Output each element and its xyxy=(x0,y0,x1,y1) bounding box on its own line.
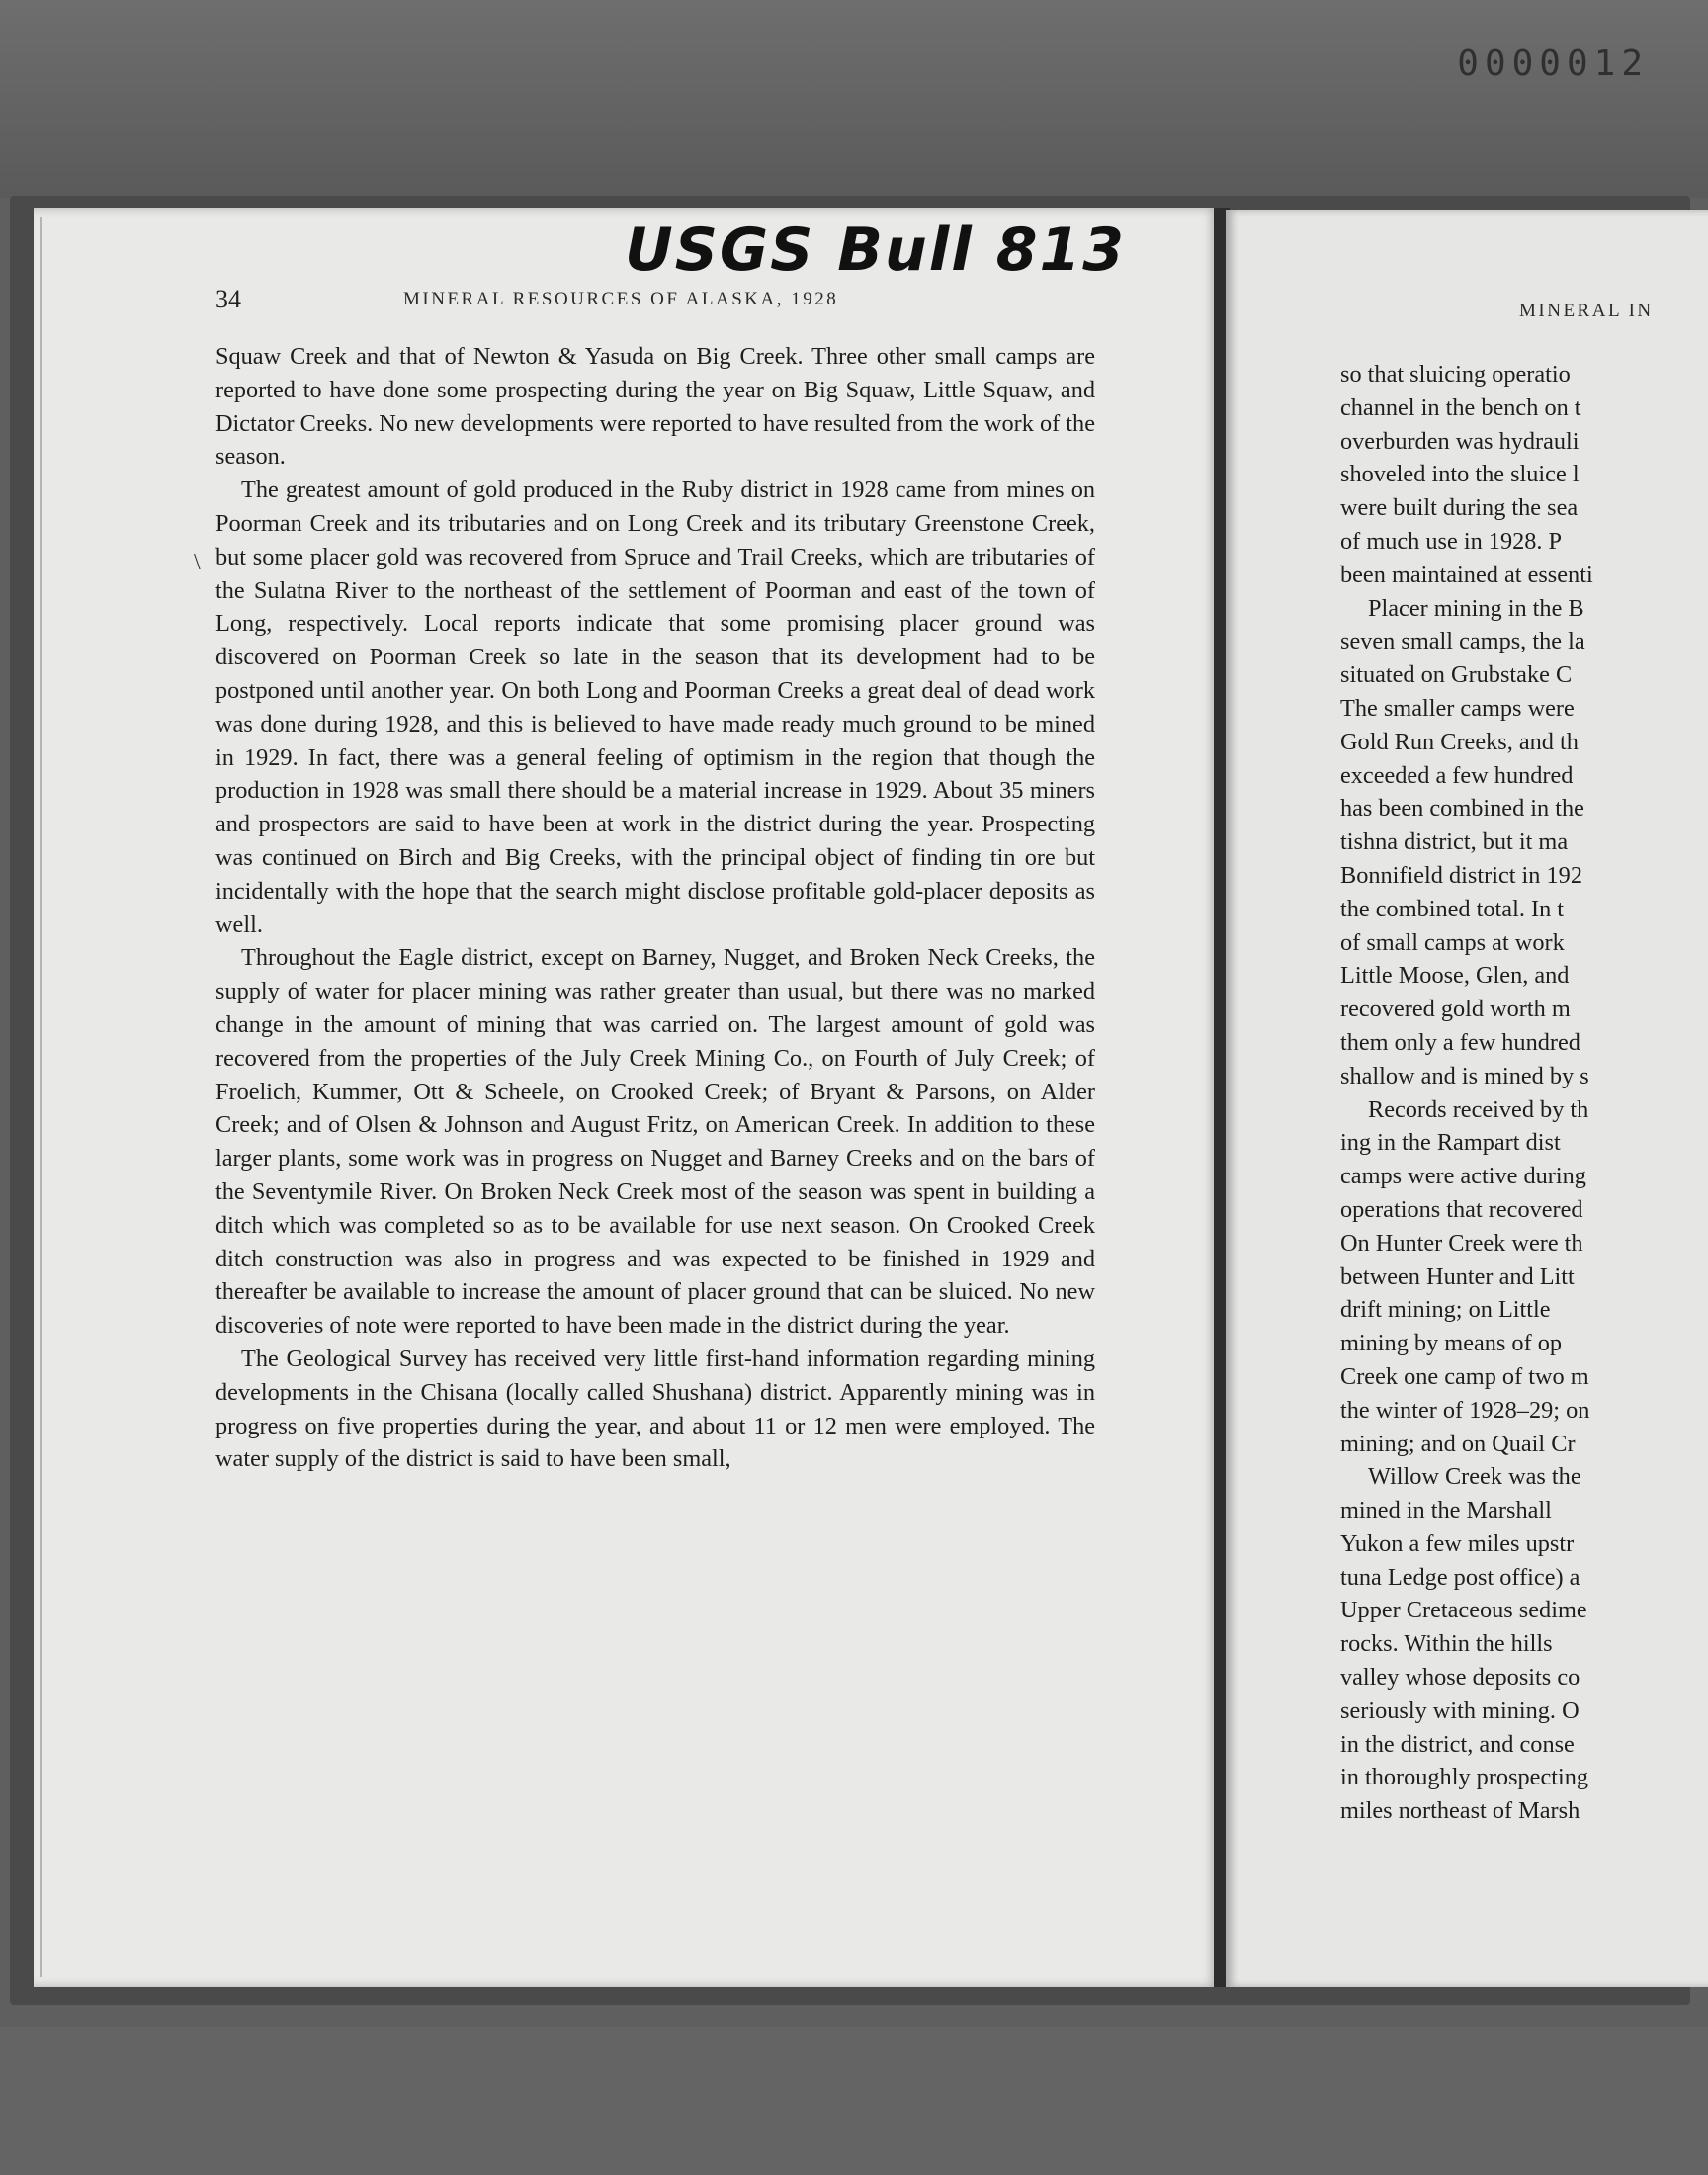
scan-background-bottom xyxy=(0,2027,1708,2175)
left-page-body xyxy=(215,340,1095,1476)
text-line: the winter of 1928–29; on xyxy=(1340,1396,1590,1424)
text-line: been maintained at essenti xyxy=(1340,561,1593,588)
text-line: were built during the sea xyxy=(1340,494,1579,522)
text-line: The smaller camps were xyxy=(1340,694,1575,722)
text-line: mined in the Marshall xyxy=(1340,1497,1552,1524)
text-line: in thoroughly prospecting xyxy=(1340,1764,1589,1791)
running-head: MINERAL RESOURCES OF ALASKA, 1928 xyxy=(403,289,839,309)
text-line: of much use in 1928. P xyxy=(1340,527,1563,555)
text-line: drift mining; on Little xyxy=(1340,1296,1551,1324)
text-line: Yukon a few miles upstr xyxy=(1340,1529,1575,1557)
text-line: the combined total. In t xyxy=(1340,895,1565,922)
text-line: channel in the bench on t xyxy=(1340,393,1581,421)
text-line: Records received by th xyxy=(1368,1095,1589,1123)
page-edge xyxy=(40,218,42,1977)
text-line: mining; and on Quail Cr xyxy=(1340,1430,1576,1457)
margin-mark: \ xyxy=(194,550,201,575)
text-line: of small camps at work xyxy=(1340,928,1565,956)
text-line: them only a few hundred xyxy=(1340,1028,1580,1056)
text-line: Little Moose, Glen, and xyxy=(1340,962,1570,990)
text-line: camps were active during xyxy=(1340,1163,1586,1190)
paragraph: Throughout the Eagle district, except on Barney, Nugget, and Broken Neck Creeks, the supply of water for placer mining was rather greater than usual, but there was no marked change in the amount of mining that was carried on. The largest amount of gold was recovered from the properties of the July Creek Mining Co., on Fourth of July Creek; of Froelich, Kummer, Ott & Scheele, on Crooked Creek; of Bryant & Parsons, on Alder Creek; and of Olsen & Johnson and August Fritz, on American Creek. In addition to these larger plants, some work was in progress on Nugget and Barney Creeks and on the bars of the Seventymile River. On Broken Neck Creek most of the season was spent in building a ditch which was completed so as to be available for use next season. On Crooked Creek ditch construction was also in progress and was expected to be finished in 1929 and thereafter be available to increase the amount of placer ground that can be sluiced. No new discoveries of note were reported to have been made in the district during the year. xyxy=(215,944,1095,1340)
paragraph: The Geological Survey has received very little first-hand information regarding mining developments in the Chisana (locally called Shushana) district. Apparently mining was in progress on five properties during the year, and about 11 or 12 men were employed. The water supply of the district is said to have been small, xyxy=(215,1345,1095,1473)
right-page-running-head: MINERAL IN xyxy=(1519,301,1654,321)
text-line: Gold Run Creeks, and th xyxy=(1340,728,1579,755)
text-line: Creek one camp of two m xyxy=(1340,1362,1589,1390)
right-page-body xyxy=(1340,358,1708,1828)
text-line: mining by means of op xyxy=(1340,1330,1563,1357)
text-line: exceeded a few hundred xyxy=(1340,761,1574,789)
text-line: overburden was hydrauli xyxy=(1340,427,1580,455)
text-line: operations that recovered xyxy=(1340,1195,1583,1223)
text-line: rocks. Within the hills xyxy=(1340,1630,1553,1658)
text-line: ing in the Rampart dist xyxy=(1340,1129,1561,1157)
paragraph: The greatest amount of gold produced in the Ruby district in 1928 came from mines on Poorman Creek and its tributaries and on Long Creek and its tributary Greenstone Creek, but some placer gold was recovered from Spruce and Trail Creeks, which are tributaries of the Sulatna River to the northeast of the settlement of Poorman and east of the town of Long, respectively. Local reports indicate that some promising placer ground was discovered on Poorman Creek so late in the season that its development had to be postponed until another year. On both Long and Poorman Creeks a great deal of dead work was done during 1928, and this is believed to have made ready much ground to be mined in 1929. In fact, there was a general feeling of optimism in the region that though the production in 1928 was small there should be a material increase in 1929. About 35 miners and prospectors are said to have been at work in the district during the year. Prospecting was continued on Birch and Big Creeks, with the principal object of finding tin ore but incidentally with the hope that the search might disclose profitable gold-placer deposits as well. xyxy=(215,477,1095,938)
text-line: Placer mining in the B xyxy=(1368,594,1584,622)
left-page-header xyxy=(215,285,1125,320)
text-line: shallow and is mined by s xyxy=(1340,1062,1589,1089)
paragraph: Squaw Creek and that of Newton & Yasuda on Big Creek. Three other small camps are reported to have done some prospecting during the year on Big Squaw, Little Squaw, and Dictator Creeks. No new developments were reported to have resulted from the work of the season. xyxy=(215,343,1095,471)
text-line: seriously with mining. O xyxy=(1340,1696,1580,1724)
text-line: shoveled into the sluice l xyxy=(1340,461,1580,488)
text-line: On Hunter Creek were th xyxy=(1340,1229,1583,1257)
text-line: has been combined in the xyxy=(1340,795,1584,823)
text-line: Willow Creek was the xyxy=(1368,1463,1581,1491)
text-line: in the district, and conse xyxy=(1340,1730,1575,1758)
handwritten-note: USGS Bull 813 xyxy=(625,216,1126,285)
text-line: tuna Ledge post office) a xyxy=(1340,1563,1580,1591)
text-line: so that sluicing operatio xyxy=(1340,361,1571,388)
text-line: situated on Grubstake C xyxy=(1340,661,1573,689)
archive-stamp: 0000012 xyxy=(1457,44,1649,84)
text-line: valley whose deposits co xyxy=(1340,1664,1580,1692)
page-number: 34 xyxy=(215,285,241,313)
text-line: between Hunter and Litt xyxy=(1340,1262,1575,1290)
text-line: recovered gold worth m xyxy=(1340,996,1571,1023)
scan-background-top xyxy=(0,0,1708,198)
text-line: miles northeast of Marsh xyxy=(1340,1797,1580,1825)
text-line: tishna district, but it ma xyxy=(1340,828,1569,856)
text-line: seven small camps, the la xyxy=(1340,628,1585,655)
text-line: Bonnifield district in 192 xyxy=(1340,861,1582,889)
text-line: Upper Cretaceous sedime xyxy=(1340,1597,1587,1624)
